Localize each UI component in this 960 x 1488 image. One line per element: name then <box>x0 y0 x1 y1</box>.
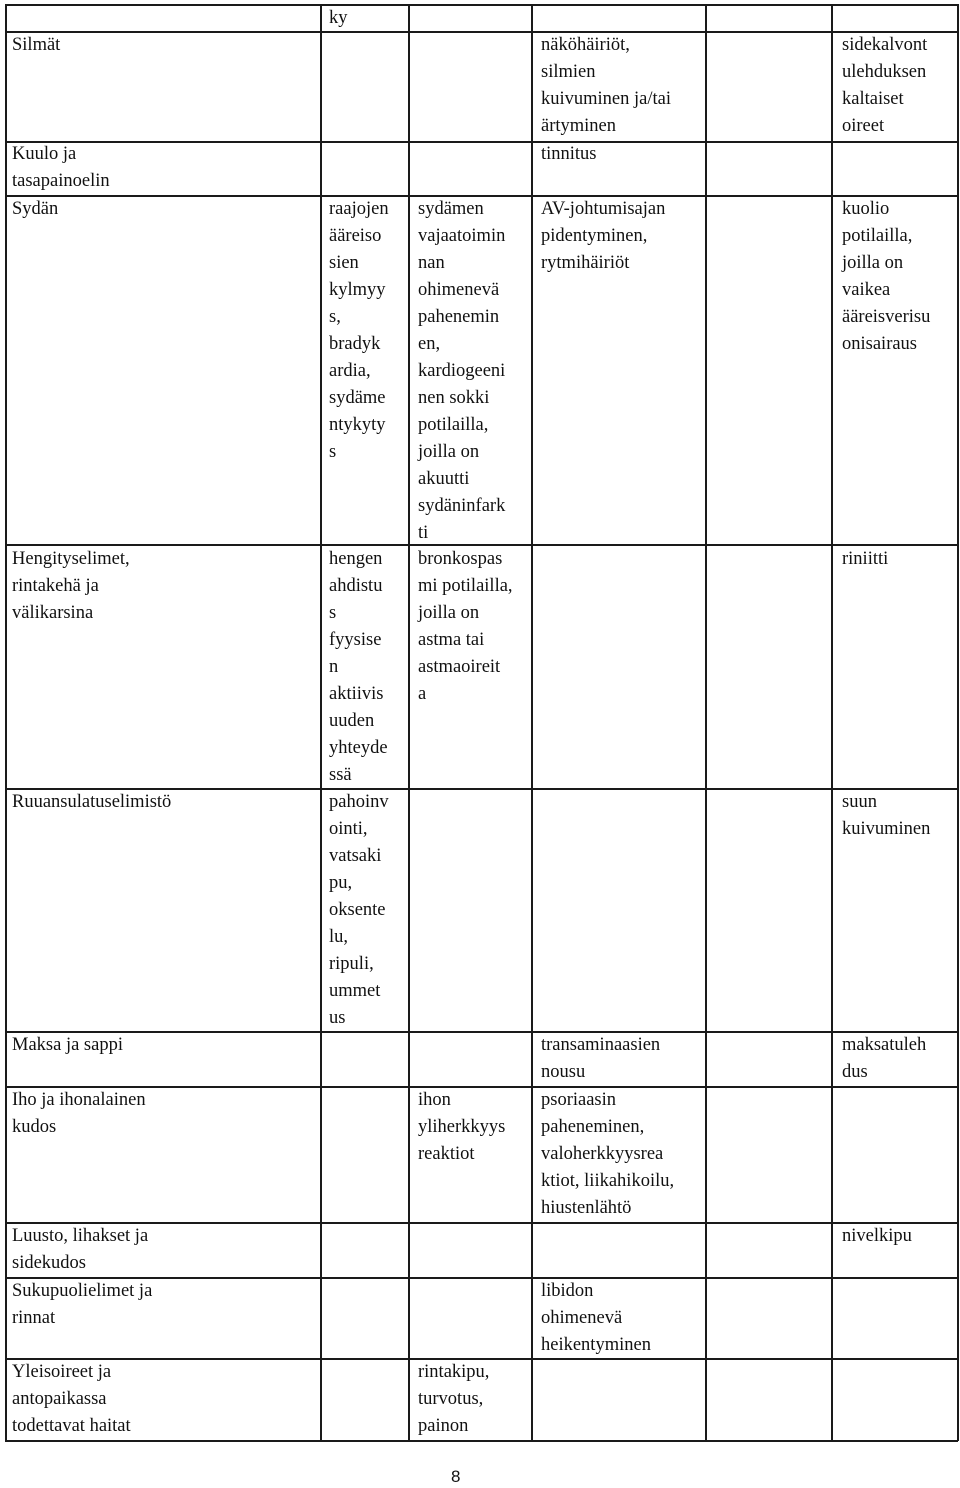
adverse-effect-text: transaminaasien nousu <box>541 1035 661 1082</box>
adverse-effect-text: libidon ohimenevä heikentyminen <box>541 1281 651 1355</box>
adverse-effect-text: bronkospas mi potilailla, joilla on astma tai astmaoireit a <box>418 549 513 704</box>
table-border-bottom <box>5 1440 958 1442</box>
adverse-effect-text: sydämen vajaatoimin nan ohimenevä pahenemin en, kardiogeeni nen sokki potilailla, joilla on akuutti sydäninfark ti <box>418 199 506 543</box>
adverse-effect-text: kuolio potilailla, joilla on vaikea ääreisverisu onisairaus <box>842 199 931 354</box>
adverse-effect-text: rintakipu, turvotus, painon <box>418 1362 490 1436</box>
table-column-divider <box>408 4 410 1441</box>
adverse-effect-text: näköhäiriöt, silmien kuivuminen ja/tai ärtyminen <box>541 35 671 136</box>
table-border-right <box>957 4 959 1441</box>
organ-class-label: Hengityselimet, rintakehä ja välikarsina <box>12 549 130 623</box>
table-border-top <box>5 4 958 6</box>
adverse-effect-text: nivelkipu <box>842 1226 912 1246</box>
adverse-effect-text: tinnitus <box>541 144 597 164</box>
table-continuation-text: ky <box>329 8 348 28</box>
page-number: 8 <box>451 1467 461 1486</box>
adverse-effect-text: ihon yliherkkyys reaktiot <box>418 1090 506 1164</box>
adverse-effect-text: suun kuivuminen <box>842 792 931 839</box>
organ-class-label: Silmät <box>12 35 61 55</box>
organ-class-label: Maksa ja sappi <box>12 1035 123 1055</box>
adverse-effect-text: sidekalvont ulehduksen kaltaiset oireet <box>842 35 928 136</box>
organ-class-label: Sydän <box>12 199 59 219</box>
table-column-divider <box>320 4 322 1441</box>
table-row-divider <box>5 141 958 143</box>
organ-class-label: Sukupuolielimet ja rinnat <box>12 1281 153 1328</box>
table-column-divider <box>531 4 533 1441</box>
table-border-left <box>5 4 7 1441</box>
organ-class-label: Kuulo ja tasapainoelin <box>12 144 110 191</box>
table-column-divider <box>705 4 707 1441</box>
adverse-effect-text: raajojen ääreiso sien kylmyy s, bradyk ardia, sydäme ntykyty s <box>329 199 389 462</box>
organ-class-label: Iho ja ihonalainen kudos <box>12 1090 146 1137</box>
adverse-effect-text: hengen ahdistu s fyysise n aktiivis uuden yhteyde ssä <box>329 549 388 785</box>
adverse-effect-text: pahoinv ointi, vatsaki pu, oksente lu, ripuli, ummet us <box>329 792 389 1028</box>
adverse-effect-text: psoriaasin paheneminen, valoherkkyysrea ktiot, liikahikoilu, hiustenlähtö <box>541 1090 675 1218</box>
adverse-effect-text: AV-johtumisajan pidentyminen, rytmihäiriöt <box>541 199 666 273</box>
organ-class-label: Ruuansulatuselimistö <box>12 792 172 812</box>
organ-class-label: Luusto, lihakset ja sidekudos <box>12 1226 149 1273</box>
adverse-effect-text: riniitti <box>842 549 889 569</box>
table-column-divider <box>831 4 833 1441</box>
table-row-divider <box>5 1031 958 1033</box>
table-row-divider <box>5 31 958 33</box>
organ-class-label: Yleisoireet ja antopaikassa todettavat haitat <box>12 1362 131 1436</box>
adverse-effect-text: maksatuleh dus <box>842 1035 927 1082</box>
